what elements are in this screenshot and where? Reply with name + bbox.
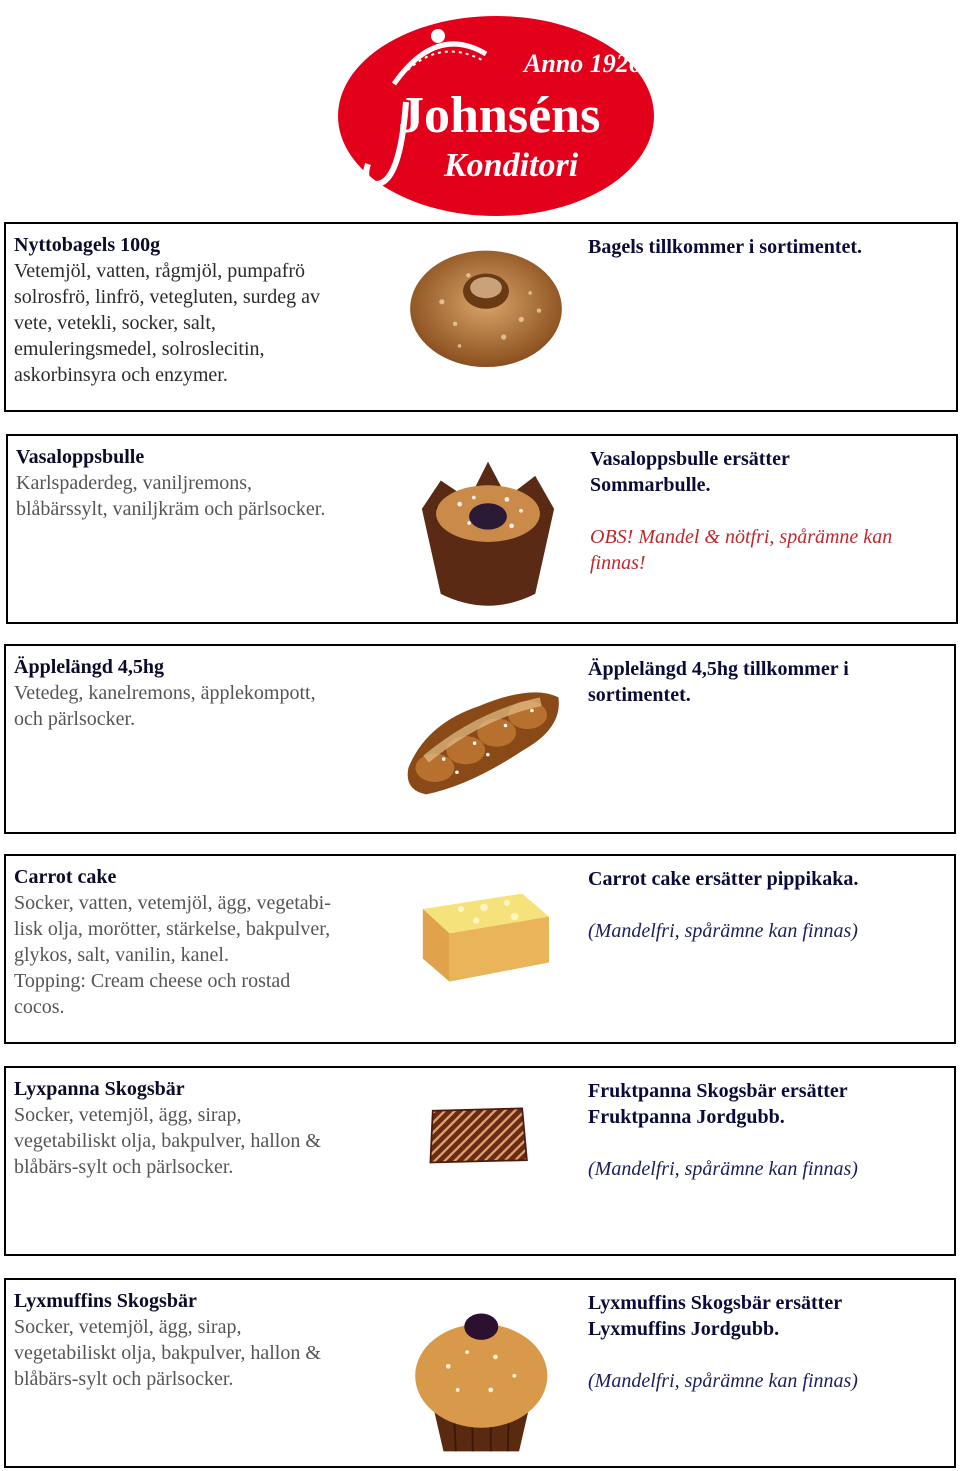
product-description-line: Socker, vatten, vetemjöl, ägg, vegetabi- — [14, 892, 331, 914]
product-note — [590, 446, 950, 576]
product-info — [14, 1076, 374, 1180]
bagel-photo — [396, 240, 576, 390]
product-description-line: och pärlsocker. — [14, 708, 136, 730]
product-title: Carrot cake — [14, 866, 117, 888]
product-description-line: Socker, vetemjöl, ägg, sirap, — [14, 1316, 242, 1338]
spacer — [588, 1342, 948, 1368]
product-description-line: blåbärssylt, vaniljkräm och pärlsocker. — [16, 498, 326, 520]
muffin-photo — [401, 1298, 571, 1463]
spacer — [590, 498, 950, 524]
product-card — [4, 644, 956, 834]
product-description-line: Socker, vetemjöl, ägg, sirap, — [14, 1104, 242, 1126]
product-description-line: vete, vetekli, socker, salt, — [14, 312, 216, 334]
product-description-line: cocos. — [14, 996, 65, 1018]
braid-photo — [384, 662, 574, 812]
note-line: Lyxmuffins Jordgubb. — [588, 1318, 780, 1340]
product-description-line: glykos, salt, vanilin, kanel. — [14, 944, 229, 966]
product-card — [4, 854, 956, 1044]
product-title: Nyttobagels 100g — [14, 234, 161, 256]
product-info — [14, 864, 374, 1020]
product-description-line: Topping: Cream cheese och rostad — [14, 970, 291, 992]
product-description-line: lisk olja, morötter, stärkelse, bakpulver, — [14, 918, 331, 940]
tray-cake-photo — [396, 1106, 566, 1206]
note-line: Äpplelängd 4,5hg tillkommer i — [588, 658, 849, 680]
product-description-line: vegetabiliskt olja, bakpulver, hallon & — [14, 1130, 321, 1152]
note-line: Sommarbulle. — [590, 474, 711, 496]
product-description-line: Karlspaderdeg, vaniljremons, — [16, 472, 253, 494]
product-description-line: solrosfrö, linfrö, vetegluten, surdeg av — [14, 286, 321, 308]
product-description-line: blåbärs-sylt och pärlsocker. — [14, 1156, 234, 1178]
allergen-note: (Mandelfri, spårämne kan finnas) — [588, 920, 858, 942]
product-card — [4, 1278, 956, 1468]
johnsens-logo — [336, 14, 656, 219]
product-description-line: askorbinsyra och enzymer. — [14, 364, 228, 386]
product-note — [588, 866, 948, 944]
product-description-line: emuleringsmedel, solroslecitin, — [14, 338, 265, 360]
note-line: Carrot cake ersätter pippikaka. — [588, 868, 859, 890]
product-card — [4, 222, 958, 412]
product-description-line: blåbärs-sylt och pärlsocker. — [14, 1368, 234, 1390]
product-info — [14, 232, 374, 388]
product-info — [14, 654, 374, 732]
product-description-line: Vetemjöl, vatten, rågmjöl, pumpafrö — [14, 260, 306, 282]
product-note — [588, 1290, 948, 1394]
bun-photo — [403, 450, 573, 615]
note-line: Fruktpanna Jordgubb. — [588, 1106, 785, 1128]
product-info — [16, 444, 376, 522]
product-title: Vasaloppsbulle — [16, 446, 145, 468]
logo-sub: Konditori — [444, 147, 579, 184]
product-note — [588, 656, 948, 708]
note-line: Vasaloppsbulle ersätter — [590, 448, 790, 470]
carrot-cake-photo — [394, 886, 574, 1016]
product-card — [6, 434, 958, 624]
product-title: Lyxpanna Skogsbär — [14, 1078, 185, 1100]
note-line: sortimentet. — [588, 684, 691, 706]
product-info — [14, 1288, 374, 1392]
allergen-note: OBS! Mandel & nötfri, spårämne kan — [590, 526, 893, 548]
allergen-note: (Mandelfri, spårämne kan finnas) — [588, 1370, 858, 1392]
allergen-note: finnas! — [590, 552, 646, 574]
product-title: Äpplelängd 4,5hg — [14, 656, 165, 678]
spacer — [588, 1130, 948, 1156]
logo-brand: Johnséns — [398, 87, 601, 144]
logo-year: Anno 1926 — [524, 49, 642, 78]
product-description-line: Vetedeg, kanelremons, äpplekompott, — [14, 682, 316, 704]
product-description-line: vegetabiliskt olja, bakpulver, hallon & — [14, 1342, 321, 1364]
product-title: Lyxmuffins Skogsbär — [14, 1290, 197, 1312]
spacer — [588, 892, 948, 918]
allergen-note: (Mandelfri, spårämne kan finnas) — [588, 1158, 858, 1180]
note-line: Bagels tillkommer i sortimentet. — [588, 236, 863, 258]
product-note — [588, 234, 948, 260]
product-card — [4, 1066, 956, 1256]
note-line: Lyxmuffins Skogsbär ersätter — [588, 1292, 843, 1314]
note-line: Fruktpanna Skogsbär ersätter — [588, 1080, 848, 1102]
product-note — [588, 1078, 948, 1182]
